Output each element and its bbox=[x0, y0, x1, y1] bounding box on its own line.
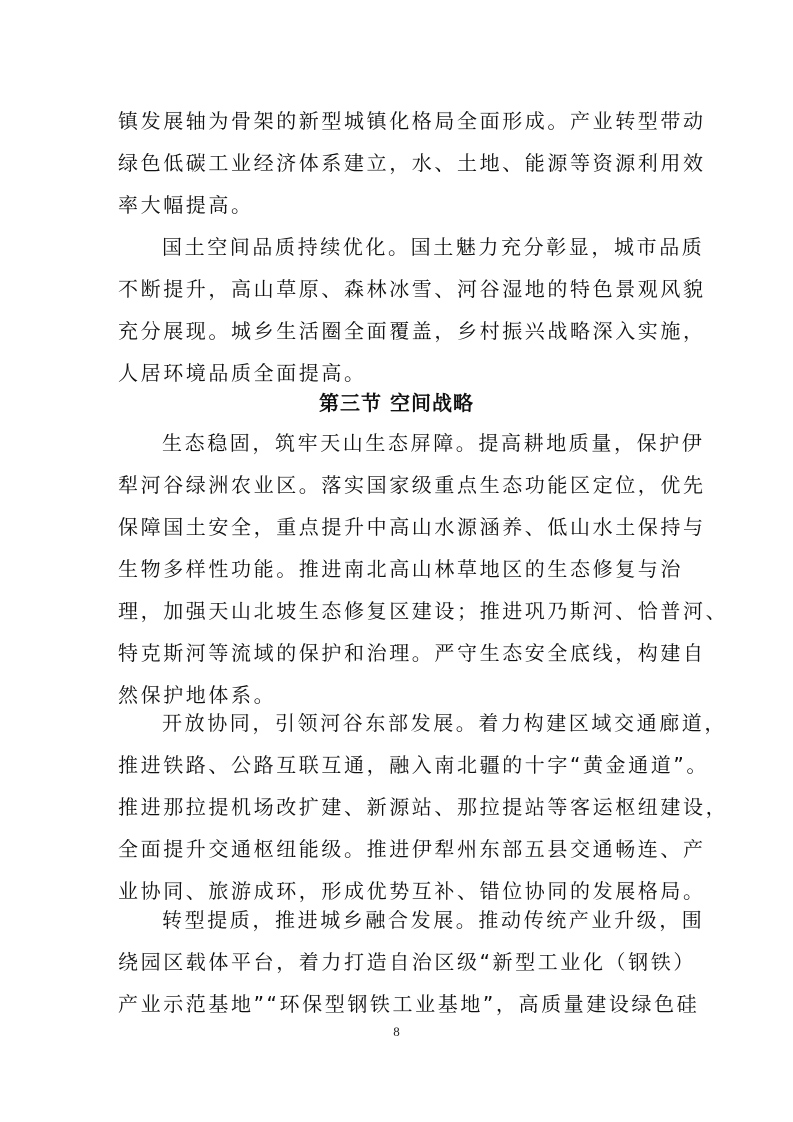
paragraph-line: 然保护地体系。 bbox=[118, 683, 277, 707]
paragraph-4 bbox=[118, 702, 729, 912]
paragraph-line: 不断提升，高山草原、森林冰雪、河谷湿地的特色景观风貌 bbox=[118, 277, 706, 301]
paragraph-line: 开放协同，引领河谷东部发展。着力构建区域交通廊道， bbox=[162, 711, 727, 735]
paragraph-3 bbox=[118, 422, 729, 716]
paragraph-line: 特克斯河等流域的保护和治理。严守生态安全底线，构建自 bbox=[118, 641, 706, 665]
paragraph-line: 绿色低碳工业经济体系建立，水、土地、能源等资源利用效 bbox=[118, 151, 706, 175]
page-number: 8 bbox=[393, 1024, 400, 1039]
paragraph-line: 业协同、旅游成环，形成优势互补、错位协同的发展格局。 bbox=[118, 879, 706, 903]
paragraph-line: 生物多样性功能。推进南北高山林草地区的生态修复与治 bbox=[118, 557, 683, 581]
section-heading: 第三节 空间战略 bbox=[319, 391, 474, 415]
paragraph-line: 犁河谷绿洲农业区。落实国家级重点生态功能区定位，优先 bbox=[118, 473, 706, 497]
paragraph-line: 全面提升交通枢纽能级。推进伊犁州东部五县交通畅连、产 bbox=[118, 837, 706, 861]
paragraph-line: 转型提质，推进城乡融合发展。推动传统产业升级，围 bbox=[162, 908, 705, 932]
paragraph-line: 理，加强天山北坡生态修复区建设；推进巩乃斯河、恰普河、 bbox=[118, 599, 729, 623]
paragraph-2 bbox=[118, 226, 706, 394]
paragraph-line: 绕园区载体平台，着力打造自治区级“新型工业化（钢铁） bbox=[118, 950, 696, 974]
paragraph-line: 产业示范基地”“环保型钢铁工业基地”，高质量建设绿色硅 bbox=[118, 992, 700, 1016]
paragraph-line: 生态稳固，筑牢天山生态屏障。提高耕地质量，保护伊 bbox=[162, 431, 705, 455]
paragraph-line: 推进那拉提机场改扩建、新源站、那拉提站等客运枢纽建设， bbox=[118, 795, 729, 819]
paragraph-line: 人居环境品质全面提高。 bbox=[118, 361, 367, 385]
paragraph-line: 充分展现。城乡生活圈全面覆盖，乡村振兴战略深入实施， bbox=[118, 319, 706, 343]
paragraph-1 bbox=[118, 100, 706, 226]
paragraph-line: 镇发展轴为骨架的新型城镇化格局全面形成。产业转型带动 bbox=[118, 109, 706, 133]
paragraph-line: 率大幅提高。 bbox=[118, 193, 254, 217]
paragraph-line: 保障国土安全，重点提升中高山水源涵养、低山水土保持与 bbox=[118, 515, 706, 539]
paragraph-line: 国土空间品质持续优化。国土魅力充分彰显，城市品质 bbox=[162, 235, 705, 259]
paragraph-5 bbox=[118, 899, 705, 1025]
paragraph-line: 推进铁路、公路互联互通，融入南北疆的十字“黄金通道”。 bbox=[118, 753, 709, 777]
